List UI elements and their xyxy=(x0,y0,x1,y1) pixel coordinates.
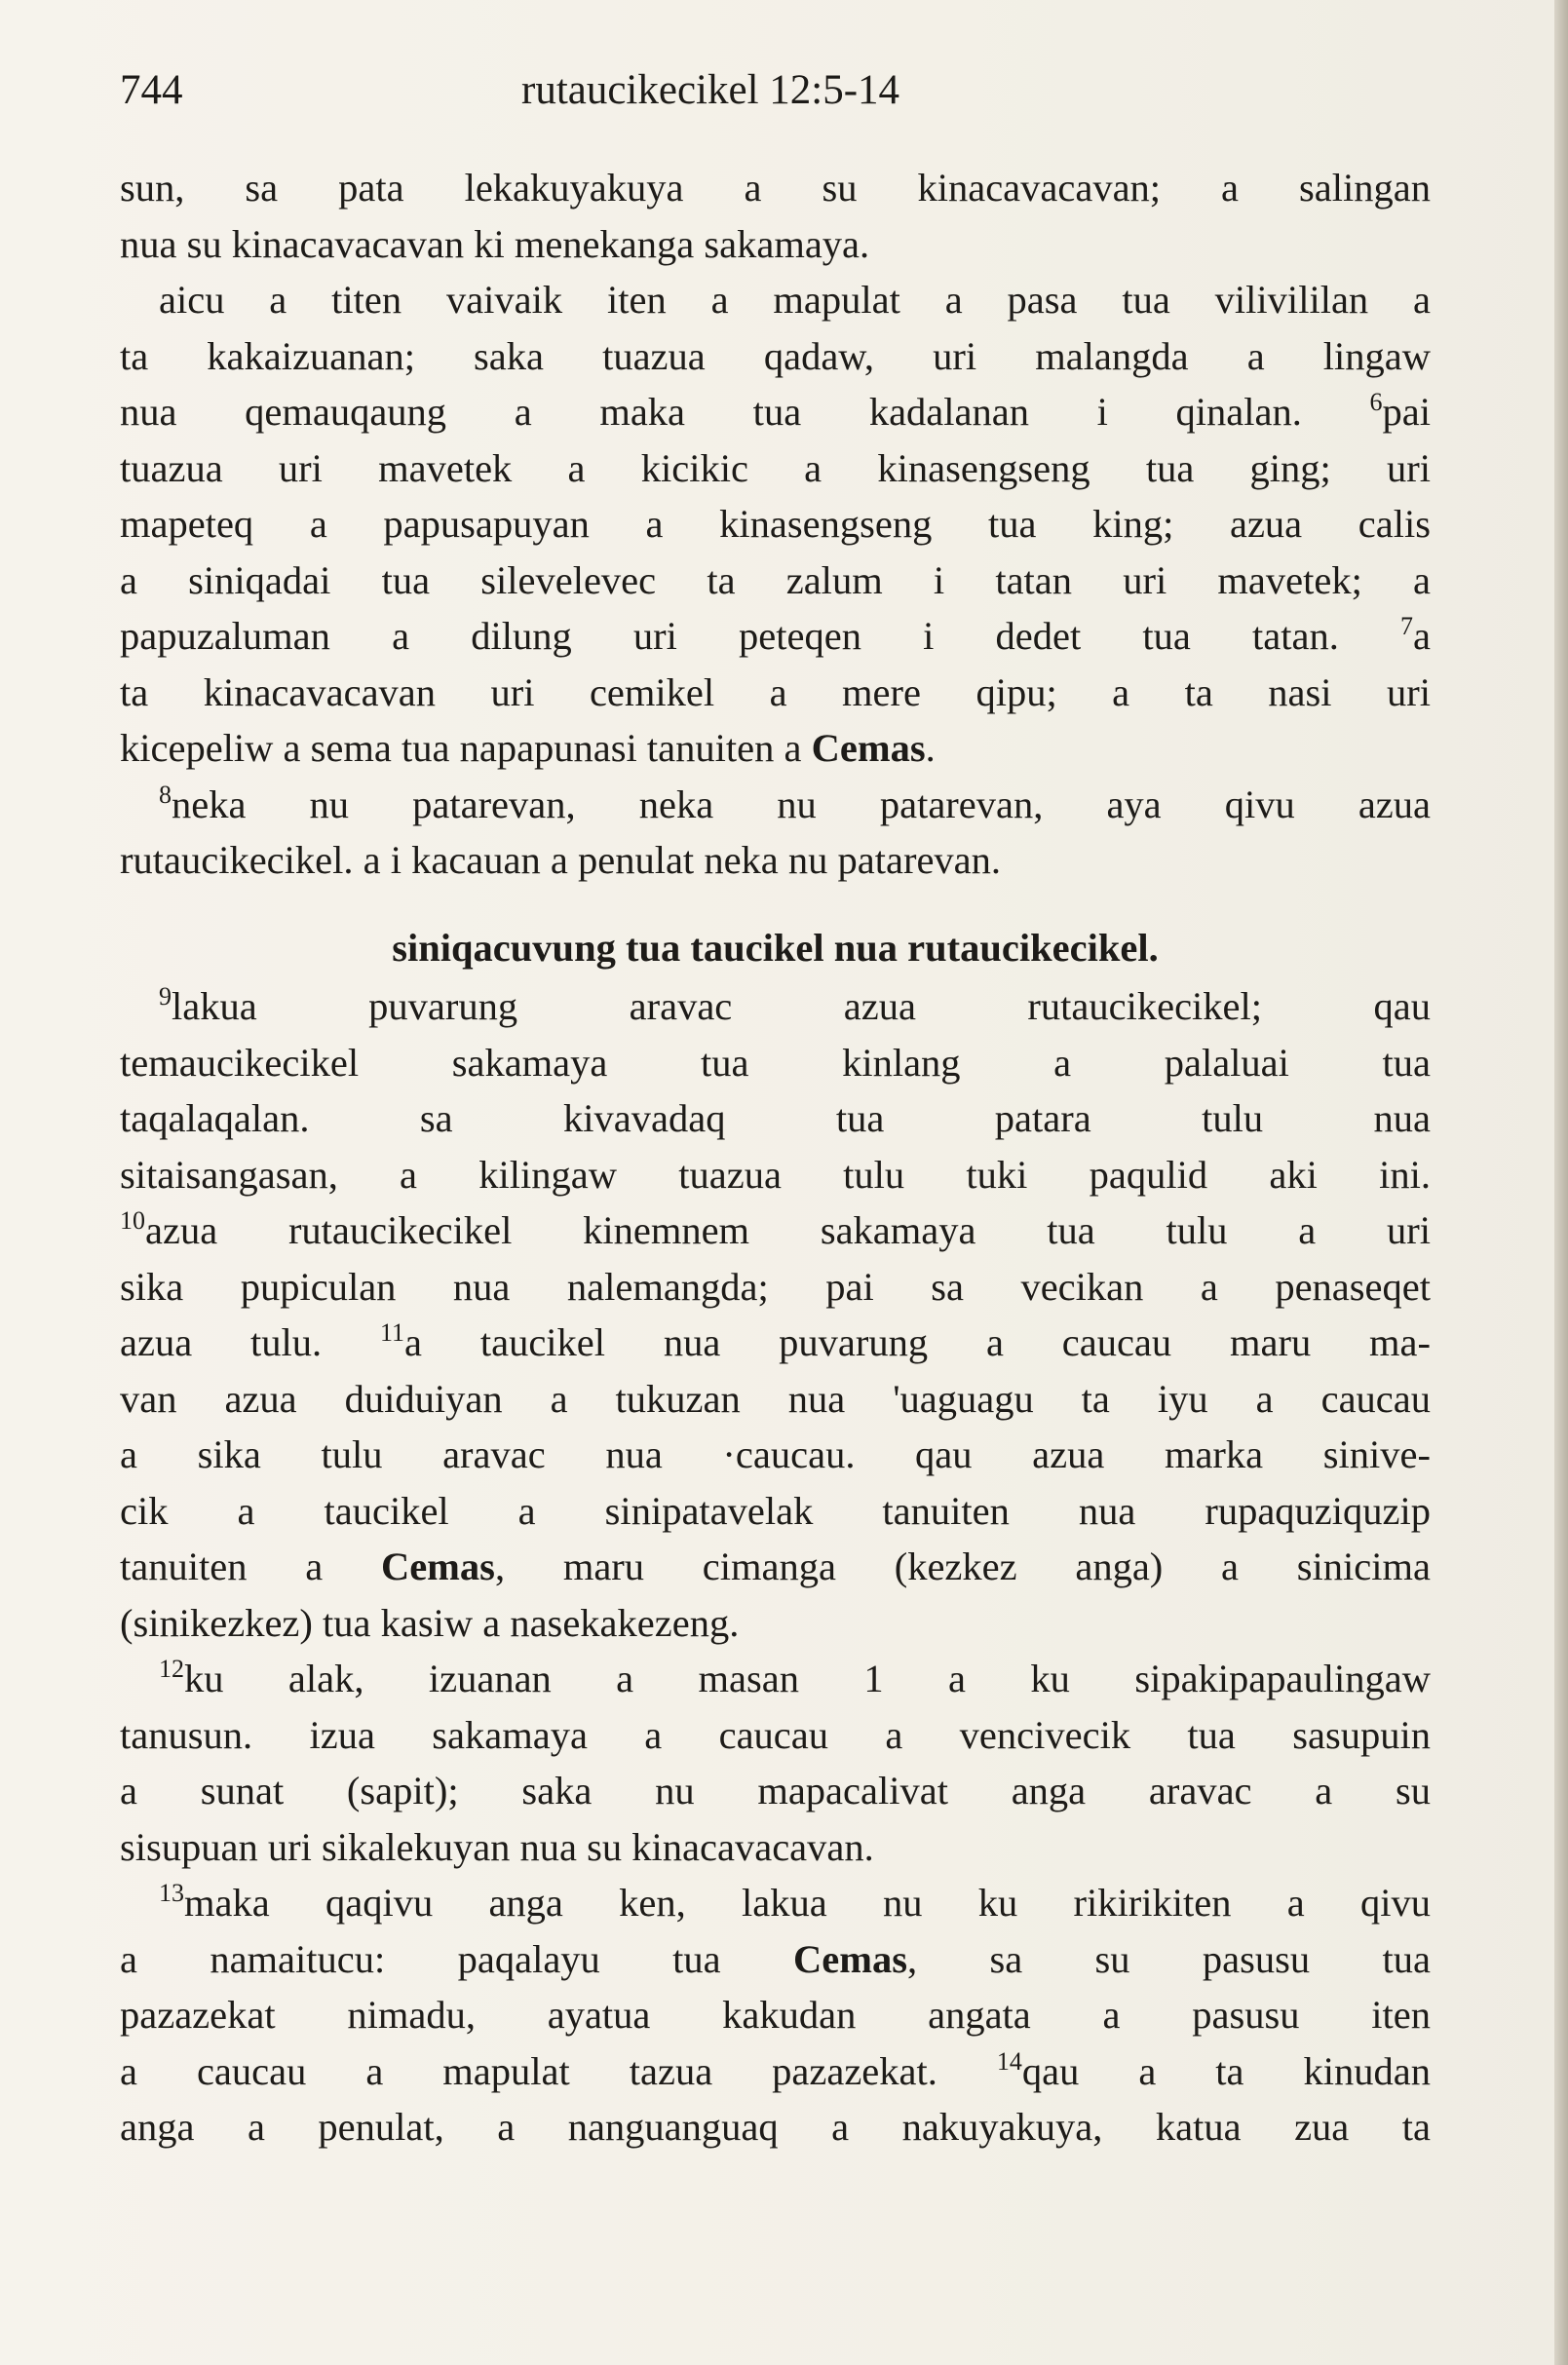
text-line: tuazua uri mavetek a kicikic a kinasengseng tua ging; uri xyxy=(120,445,1431,490)
divine-name: Cemas xyxy=(811,726,926,770)
text-line: anga a penulat, a nanguanguaq a nakuyakuya, katua zua ta xyxy=(120,2105,1431,2149)
text-line: rutaucikecikel. a i kacauan a penulat neka nu patarevan. xyxy=(120,838,1002,882)
verse-number: 13 xyxy=(159,1879,184,1907)
text-line: a sika tulu aravac nua ·caucau. qau azua marka sinive- xyxy=(120,1432,1431,1476)
text-line: taqalaqalan. sa kivavadaq tua patara tulu nua xyxy=(120,1096,1431,1140)
text-line: a siniqadai tua silevelevec ta zalum i tatan uri mavetek; a xyxy=(120,557,1431,602)
text-line: a caucau a mapulat tazua pazazekat. $^{14}$qau a ta kinudan xyxy=(120,2046,1431,2093)
running-title: rutaucikecikel 12:5-14 xyxy=(521,67,900,113)
text-line: cik a taucikel a sinipatavelak tanuiten nua rupaquziquzip xyxy=(120,1488,1431,1533)
text-line: kicepeliw a sema tua napapunasi tanuiten a Cemas. xyxy=(120,726,936,770)
divine-name: Cemas xyxy=(380,1545,495,1588)
text-line: nua qemauqaung a maka tua kadalanan i qinalan. $^6$pai xyxy=(120,388,1431,434)
text-line: pazazekat nimadu, ayatua kakudan angata a pasusu iten xyxy=(120,1993,1431,2037)
text-line: $^9$lakua puvarung aravac azua rutaucikecikel; qau xyxy=(159,982,1431,1028)
text-line: (sinikezkez) tua kasiw a nasekakezeng. xyxy=(120,1600,740,1645)
verse-number: 10 xyxy=(120,1206,145,1235)
text-line: ta kinacavacavan uri cemikel a mere qipu; a ta nasi uri xyxy=(120,669,1431,714)
text-line: sun, sa pata lekakuyakuya a su kinacavacavan; a salingan xyxy=(120,166,1431,210)
page-number: 744 xyxy=(120,67,183,113)
section-heading: siniqacuvung tua taucikel nua rutaucikecikel. xyxy=(392,925,1159,970)
verse-number: 11 xyxy=(379,1318,405,1347)
verse-number: 8 xyxy=(159,780,172,809)
text-line: aicu a titen vaivaik iten a mapulat a pasa tua vilivililan a xyxy=(159,278,1431,322)
text-line: a namaitucu: paqalayu tua Cemas, sa su pasusu tua xyxy=(120,1936,1431,1981)
text-line: $^8$neka nu patarevan, neka nu patarevan, aya qivu azua xyxy=(159,780,1431,826)
divine-name: Cemas xyxy=(792,1936,907,1981)
page-header xyxy=(120,66,1426,125)
text-line: papuzaluman a dilung uri peteqen i dedet tua tatan. $^7$a xyxy=(120,612,1432,658)
text-line: mapeteq a papusapuyan a kinasengseng tua king; azua calis xyxy=(120,502,1431,546)
text-line: ta kakaizuanan; saka tuazua qadaw, uri malangda a lingaw xyxy=(120,333,1431,378)
verse-number: 12 xyxy=(159,1655,184,1683)
text-line: azua tulu. $^{11}$a taucikel nua puvarung a caucau maru ma- xyxy=(120,1318,1431,1364)
text-line: $^{10}$azua rutaucikecikel kinemnem sakamaya tua tulu a uri xyxy=(120,1206,1431,1252)
text-line: tanuiten a Cemas, maru cimanga (kezkez anga) a sinicima xyxy=(120,1545,1431,1588)
verse-number: 9 xyxy=(159,982,172,1011)
text-line: sika pupiculan nua nalemangda; pai sa vecikan a penaseqet xyxy=(120,1264,1431,1309)
verse-number: 14 xyxy=(996,2046,1022,2076)
verse-number: 7 xyxy=(1400,612,1414,640)
page-edge xyxy=(1554,0,1568,2365)
text-line: temaucikecikel sakamaya tua kinlang a palaluai tua xyxy=(120,1040,1431,1085)
text-line: sitaisangasan, a kilingaw tuazua tulu tuki paqulid aki ini. xyxy=(120,1152,1431,1197)
text-line: van azua duiduiyan a tukuzan nua 'uaguagu ta iyu a caucau xyxy=(120,1376,1431,1421)
text-line: nua su kinacavacavan ki menekanga sakamaya. xyxy=(120,221,870,266)
text-line: $^{13}$maka qaqivu anga ken, lakua nu ku rikirikiten a qivu xyxy=(159,1879,1431,1925)
body-text xyxy=(120,160,1431,2155)
text-line: sisupuan uri sikalekuyan nua su kinacavacavan. xyxy=(120,1824,874,1869)
text-line: a sunat (sapit); saka nu mapacalivat anga aravac a su xyxy=(120,1769,1431,1812)
verse-number: 6 xyxy=(1369,388,1383,416)
text-line: $^{12}$ku alak, izuanan a masan 1 a ku sipakipapaulingaw xyxy=(159,1655,1431,1700)
text-line: tanusun. izua sakamaya a caucau a vencivecik tua sasupuin xyxy=(120,1712,1431,1757)
